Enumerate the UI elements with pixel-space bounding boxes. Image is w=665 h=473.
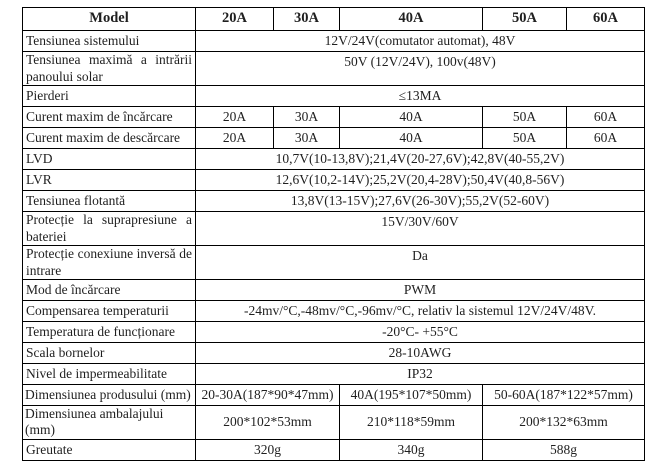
spec-label: Protecție la suprapresiune a bateriei [23,212,196,246]
header-row [23,8,645,31]
spec-value: Da [196,246,645,280]
spec-value: 340g [340,439,483,460]
spec-row [23,86,645,107]
spec-value: 20-30A(187*90*47mm) [196,385,340,406]
spec-value: 588g [483,439,645,460]
spec-value: 12,6V(10,2-14V);25,2V(20,4-28V);50,4V(40,8-56V) [196,170,645,191]
spec-value: 12V/24V(comutator automat), 48V [196,31,645,52]
spec-label: LVD [23,149,196,170]
spec-value: 40A [340,107,483,128]
spec-value: 50V (12V/24V), 100v(48V) [196,52,645,86]
spec-value: 50A [483,107,567,128]
spec-value: 15V/30V/60V [196,212,645,246]
header-60a: 60A [567,8,645,31]
spec-value: 20A [196,128,274,149]
spec-row [23,385,645,406]
spec-value: 50-60A(187*122*57mm) [483,385,645,406]
spec-row [23,149,645,170]
spec-value: 40A [340,128,483,149]
spec-value: 20A [196,107,274,128]
spec-row [23,191,645,212]
spec-row [23,322,645,343]
spec-label: Protecție conexiune inversă de intrare [23,246,196,280]
spec-row [23,212,645,246]
spec-value: 28-10AWG [196,343,645,364]
spec-label: Curent maxim de descărcare [23,128,196,149]
spec-label: Tensiunea sistemului [23,31,196,52]
spec-label: Pierderi [23,86,196,107]
spec-row [23,439,645,460]
spec-value: ≤13MA [196,86,645,107]
spec-value: 320g [196,439,340,460]
spec-row [23,246,645,280]
header-40a: 40A [340,8,483,31]
spec-label: Nivel de impermeabilitate [23,364,196,385]
spec-value: 60A [567,107,645,128]
spec-row [23,107,645,128]
spec-label: Compensarea temperaturii [23,301,196,322]
spec-value: 13,8V(13-15V);27,6V(26-30V);55,2V(52-60V) [196,191,645,212]
spec-row [23,406,645,440]
spec-row [23,280,645,301]
spec-row [23,31,645,52]
header-model: Model [23,8,196,31]
spec-row [23,364,645,385]
spec-row [23,128,645,149]
spec-value: 30A [274,128,340,149]
spec-label: Greutate [23,439,196,460]
spec-value: -20°C- +55°C [196,322,645,343]
spec-value: 200*132*63mm [483,406,645,440]
spec-value: 50A [483,128,567,149]
spec-label: Temperatura de funcționare [23,322,196,343]
spec-row [23,301,645,322]
header-20a: 20A [196,8,274,31]
spec-label: LVR [23,170,196,191]
spec-row [23,52,645,86]
header-50a: 50A [483,8,567,31]
spec-label: Tensiunea flotantă [23,191,196,212]
spec-label: Tensiunea maximă a intrării panoului solar [23,52,196,86]
spec-value: PWM [196,280,645,301]
spec-label: Mod de încărcare [23,280,196,301]
spec-value: 200*102*53mm [196,406,340,440]
spec-value: 60A [567,128,645,149]
spec-value: IP32 [196,364,645,385]
spec-value: 10,7V(10-13,8V);21,4V(20-27,6V);42,8V(40-55,2V) [196,149,645,170]
spec-label: Dimensiunea ambalajului (mm) [23,406,196,440]
spec-table [22,7,645,461]
spec-label: Scala bornelor [23,343,196,364]
spec-label: Curent maxim de încărcare [23,107,196,128]
spec-row [23,343,645,364]
header-30a: 30A [274,8,340,31]
spec-value: -24mv/°C,-48mv/°C,-96mv/°C, relativ la sistemul 12V/24V/48V. [196,301,645,322]
spec-row [23,170,645,191]
spec-value: 30A [274,107,340,128]
spec-value: 40A(195*107*50mm) [340,385,483,406]
spec-value: 210*118*59mm [340,406,483,440]
spec-label: Dimensiunea produsului (mm) [23,385,196,406]
